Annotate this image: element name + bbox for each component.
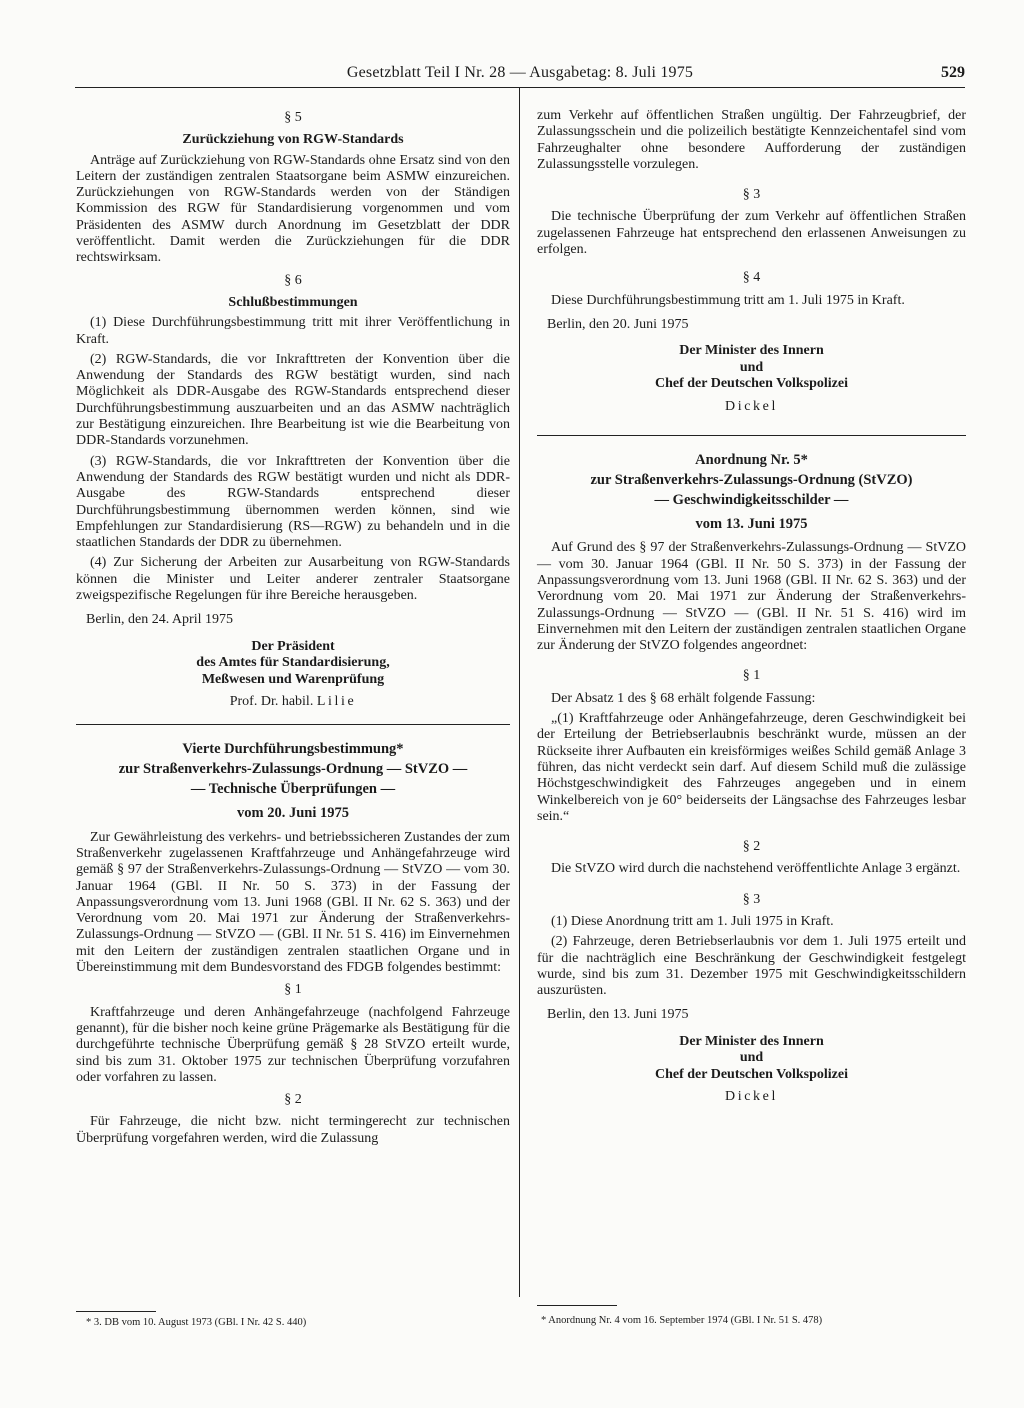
section-heading: § 2 xyxy=(742,839,761,855)
paragraph: Für Fahrzeuge, die nicht bzw. nicht termingerecht zur technischen Überprüfung vorgefahren werden, wird die Zulassung xyxy=(76,1114,510,1146)
signer-surname: Dickel xyxy=(725,1089,778,1105)
signature-block xyxy=(537,1034,966,1084)
signature-line: und xyxy=(739,359,764,375)
signer-name xyxy=(76,694,510,710)
paragraph: Kraftfahrzeuge und deren Anhängefahrzeuge (nachfolgend Fahrzeuge genannt), für die bisher noch keine grüne Prägemarke als Bestätigung für die durchgeführte technische Überprüfung gemäß § 28 StVZO erteilt wurde, sind bis zum 31. Oktober 1975 zur technischen Überprüfung vorzufahren oder vorfahren zu lassen. xyxy=(76,1004,510,1085)
paragraph: Diese Durchführungsbestimmung tritt am 1. Juli 1975 in Kraft. xyxy=(551,292,905,308)
place-date: Berlin, den 13. Juni 1975 xyxy=(547,1007,689,1023)
document-date: vom 20. Juni 1975 xyxy=(237,805,349,822)
footnote-rule xyxy=(76,1311,156,1312)
document-date: vom 13. Juni 1975 xyxy=(695,516,808,533)
page-header xyxy=(75,64,965,86)
document-topic: — Technische Überprüfungen — xyxy=(190,781,396,798)
section-rule xyxy=(76,724,510,725)
signature-block xyxy=(537,343,966,393)
document-topic: — Geschwindigkeitsschilder — xyxy=(654,492,849,509)
section-heading: § 4 xyxy=(742,270,761,286)
signature-line: Der Präsident xyxy=(251,638,335,654)
place-date: Berlin, den 24. April 1975 xyxy=(86,612,233,628)
paragraph: (4) Zur Sicherung der Arbeiten zur Ausarbeitung von RGW-Standards können die Minister und Leiter anderer zentraler Staatsorgane zweigspezifische Regelungen für ihre Bereiche herausgeben. xyxy=(76,555,510,604)
signature-line: des Amtes für Standardisierung, xyxy=(196,655,390,671)
paragraph: zum Verkehr auf öffentlichen Straßen ungültig. Der Fahrzeugbrief, der Zulassungsschein und die polizeilich bestätigte Kennzeichentafel sind vom Fahrzeughalter ohne besondere Aufforderung der zuständigen Zulassungsstelle vorzulegen. xyxy=(537,108,966,172)
footnote-rule xyxy=(537,1305,617,1306)
header-rule xyxy=(75,87,965,88)
signature-line: Der Minister des Innern xyxy=(679,343,824,359)
document-title: Vierte Durchführungsbestimmung* xyxy=(182,741,404,758)
paragraph: Zur Gewährleistung des verkehrs- und betriebssicheren Zustandes der zum Straßenverkehr zugelassenen Kraftfahrzeuge und Anhängefahrzeuge wird gemäß § 97 der Straßenverkehrs-Zulassungs-Ordnung — StVZO — vom 30. Januar 1964 (GBl. II Nr. 50 S. 373) in der Fassung der Anpassungsverordnung vom 13. Juni 1968 (GBl. II Nr. 62 S. 363) und der Verordnung vom 20. Mai 1971 zur Änderung der Straßenverkehrs-Zulassungs-Ordnung — StVZO — (GBl. II Nr. 51 S. 416) im Einvernehmen mit den Leitern der zuständigen zentralen staatlichen Organe und in Übereinstimmung mit dem Bundesvorstand des FDGB folgendes bestimmt: xyxy=(76,829,510,976)
section-title: Schlußbestimmungen xyxy=(228,294,358,310)
section-rule xyxy=(537,435,966,436)
signer-title: Prof. Dr. habil. xyxy=(229,694,314,710)
paragraph: (2) RGW-Standards, die vor Inkrafttreten der Konvention über die Anwendung der Standards des RGW bestätigt wurden, sind nach Möglichkeit als DDR-Ausgabe des RGW-Standards entsprechend dieser Durchführungsbestimmung auszuarbeiten und an das ASMW nachträglich zur Bestätigung einzureichen. Ihre Bearbeitung ist wie die Bearbeitung von DDR-Standards vorzunehmen. xyxy=(76,351,510,449)
section-heading: § 5 xyxy=(284,110,302,125)
footnote: * Anordnung Nr. 4 vom 16. September 1974 (GBl. I Nr. 51 S. 478) xyxy=(541,1315,823,1326)
signature-line: Chef der Deutschen Volkspolizei xyxy=(654,376,849,392)
footnote: * 3. DB vom 10. August 1973 (GBl. I Nr. 42 S. 440) xyxy=(86,1317,307,1328)
section-heading: § 2 xyxy=(284,1092,302,1108)
signature-line: Der Minister des Innern xyxy=(679,1033,824,1049)
document-subtitle: zur Straßenverkehrs-Zulassungs-Ordnung (StVZO) xyxy=(590,472,913,489)
signature-line: Meßwesen und Warenprüfung xyxy=(201,671,385,687)
signature-line: und xyxy=(739,1050,764,1066)
section-heading: § 3 xyxy=(742,187,761,203)
quoted-paragraph: „(1) Kraftfahrzeuge oder Anhängefahrzeuge, deren Geschwindigkeit bei der Erteilung der Betriebserlaubnis beschränkt wurde, müssen an der Rückseite ihrer Aufbauten ein kreisförmiges weißes Schild gemäß Anlage 3 führen, das nicht verdeckt sein darf. Auf diesem Schild muß die zulässige Höchstgeschwindigkeit des Fahrzeuges angegeben und in einem Winkelbereich von je 60° beiderseits der Längsachse des Fahrzeuges lesbar sein.“ xyxy=(537,711,966,824)
paragraph: (2) Fahrzeuge, deren Betriebserlaubnis vor dem 1. Juli 1975 erteilt und für die nachträglich eine Beschränkung der Geschwindigkeit festgelegt wurde, sind bis zum 31. Dezember 1975 mit Geschwindigkeitsschildern auszurüsten. xyxy=(537,934,966,999)
document-subtitle: zur Straßenverkehrs-Zulassungs-Ordnung — StVZO — xyxy=(118,761,468,778)
paragraph: Die StVZO wird durch die nachstehend veröffentlichte Anlage 3 ergänzt. xyxy=(551,861,961,877)
section-heading: § 6 xyxy=(284,272,302,288)
column-divider xyxy=(519,87,520,1297)
signature-line: Chef der Deutschen Volkspolizei xyxy=(654,1066,849,1082)
paragraph: (1) Diese Durchführungsbestimmung tritt mit ihrer Veröffentlichung in Kraft. xyxy=(76,315,510,347)
place-date: Berlin, den 20. Juni 1975 xyxy=(547,316,689,332)
section-heading: § 1 xyxy=(742,668,761,684)
document-title: Anordnung Nr. 5* xyxy=(695,452,808,469)
section-title: Zurückziehung von RGW-Standards xyxy=(182,132,404,148)
paragraph: Die technische Überprüfung der zum Verkehr auf öffentlichen Straßen zugelassenen Fahrzeuge hat entsprechend den erlassenen Anweisungen zu erfolgen. xyxy=(537,209,966,258)
paragraph: Der Absatz 1 des § 68 erhält folgende Fassung: xyxy=(551,690,816,706)
section-heading: § 3 xyxy=(742,891,761,907)
header-title: Gesetzblatt Teil I Nr. 28 — Ausgabetag: 8. Juli 1975 xyxy=(346,64,694,81)
right-column xyxy=(537,108,966,1106)
signer-surname: Dickel xyxy=(725,398,778,414)
section-heading: § 1 xyxy=(284,982,302,998)
signer-surname: Lilie xyxy=(316,694,357,710)
paragraph: (3) RGW-Standards, die vor Inkrafttreten der Konvention über die Anwendung der Standards des RGW bestätigt wurden und nicht als DDR-Ausgabe des RGW-Standards entsprechend dieser Durchführungsbestimmung übernommen werden können, sind wie Empfehlungen zur Standardisierung (RS—RGW) zu behandeln und in die staatlichen Standards der DDR zu übernehmen. xyxy=(76,453,510,551)
paragraph: Auf Grund des § 97 der Straßenverkehrs-Zulassungs-Ordnung — StVZO — vom 30. Januar 1964 (GBl. II Nr. 50 S. 373) in der Fassung der Anpassungsverordnung vom 13. Juni 1968 (GBl. II Nr. 62 S. 363) und der Verordnung vom 20. Mai 1971 zur Änderung der Straßenverkehrs-Zulassungs-Ordnung — StVZO — (GBl. II Nr. 51 S. 416) wird im Einvernehmen mit den Leitern der zuständigen zentralen staatlichen Organe zur Änderung der StVZO folgendes angeordnet: xyxy=(537,540,966,654)
page-number: 529 xyxy=(941,64,965,81)
paragraph: Anträge auf Zurückziehung von RGW-Standards ohne Ersatz sind von den Leitern der zuständigen zentralen Staatsorgane beim ASMW einzureichen. Zurückziehungen von RGW-Standards werden von der Ständigen Kommission des RGW für Standardisierung vorgenommen und vom Präsidenten des ASMW durch Anordnung im Gesetzblatt der DDR veröffentlicht. Damit werden die Zurückziehungen für die DDR rechtswirksam. xyxy=(76,152,510,266)
paragraph: (1) Diese Anordnung tritt am 1. Juli 1975 in Kraft. xyxy=(551,914,834,929)
left-column xyxy=(76,104,510,1151)
signature-block xyxy=(76,639,510,689)
